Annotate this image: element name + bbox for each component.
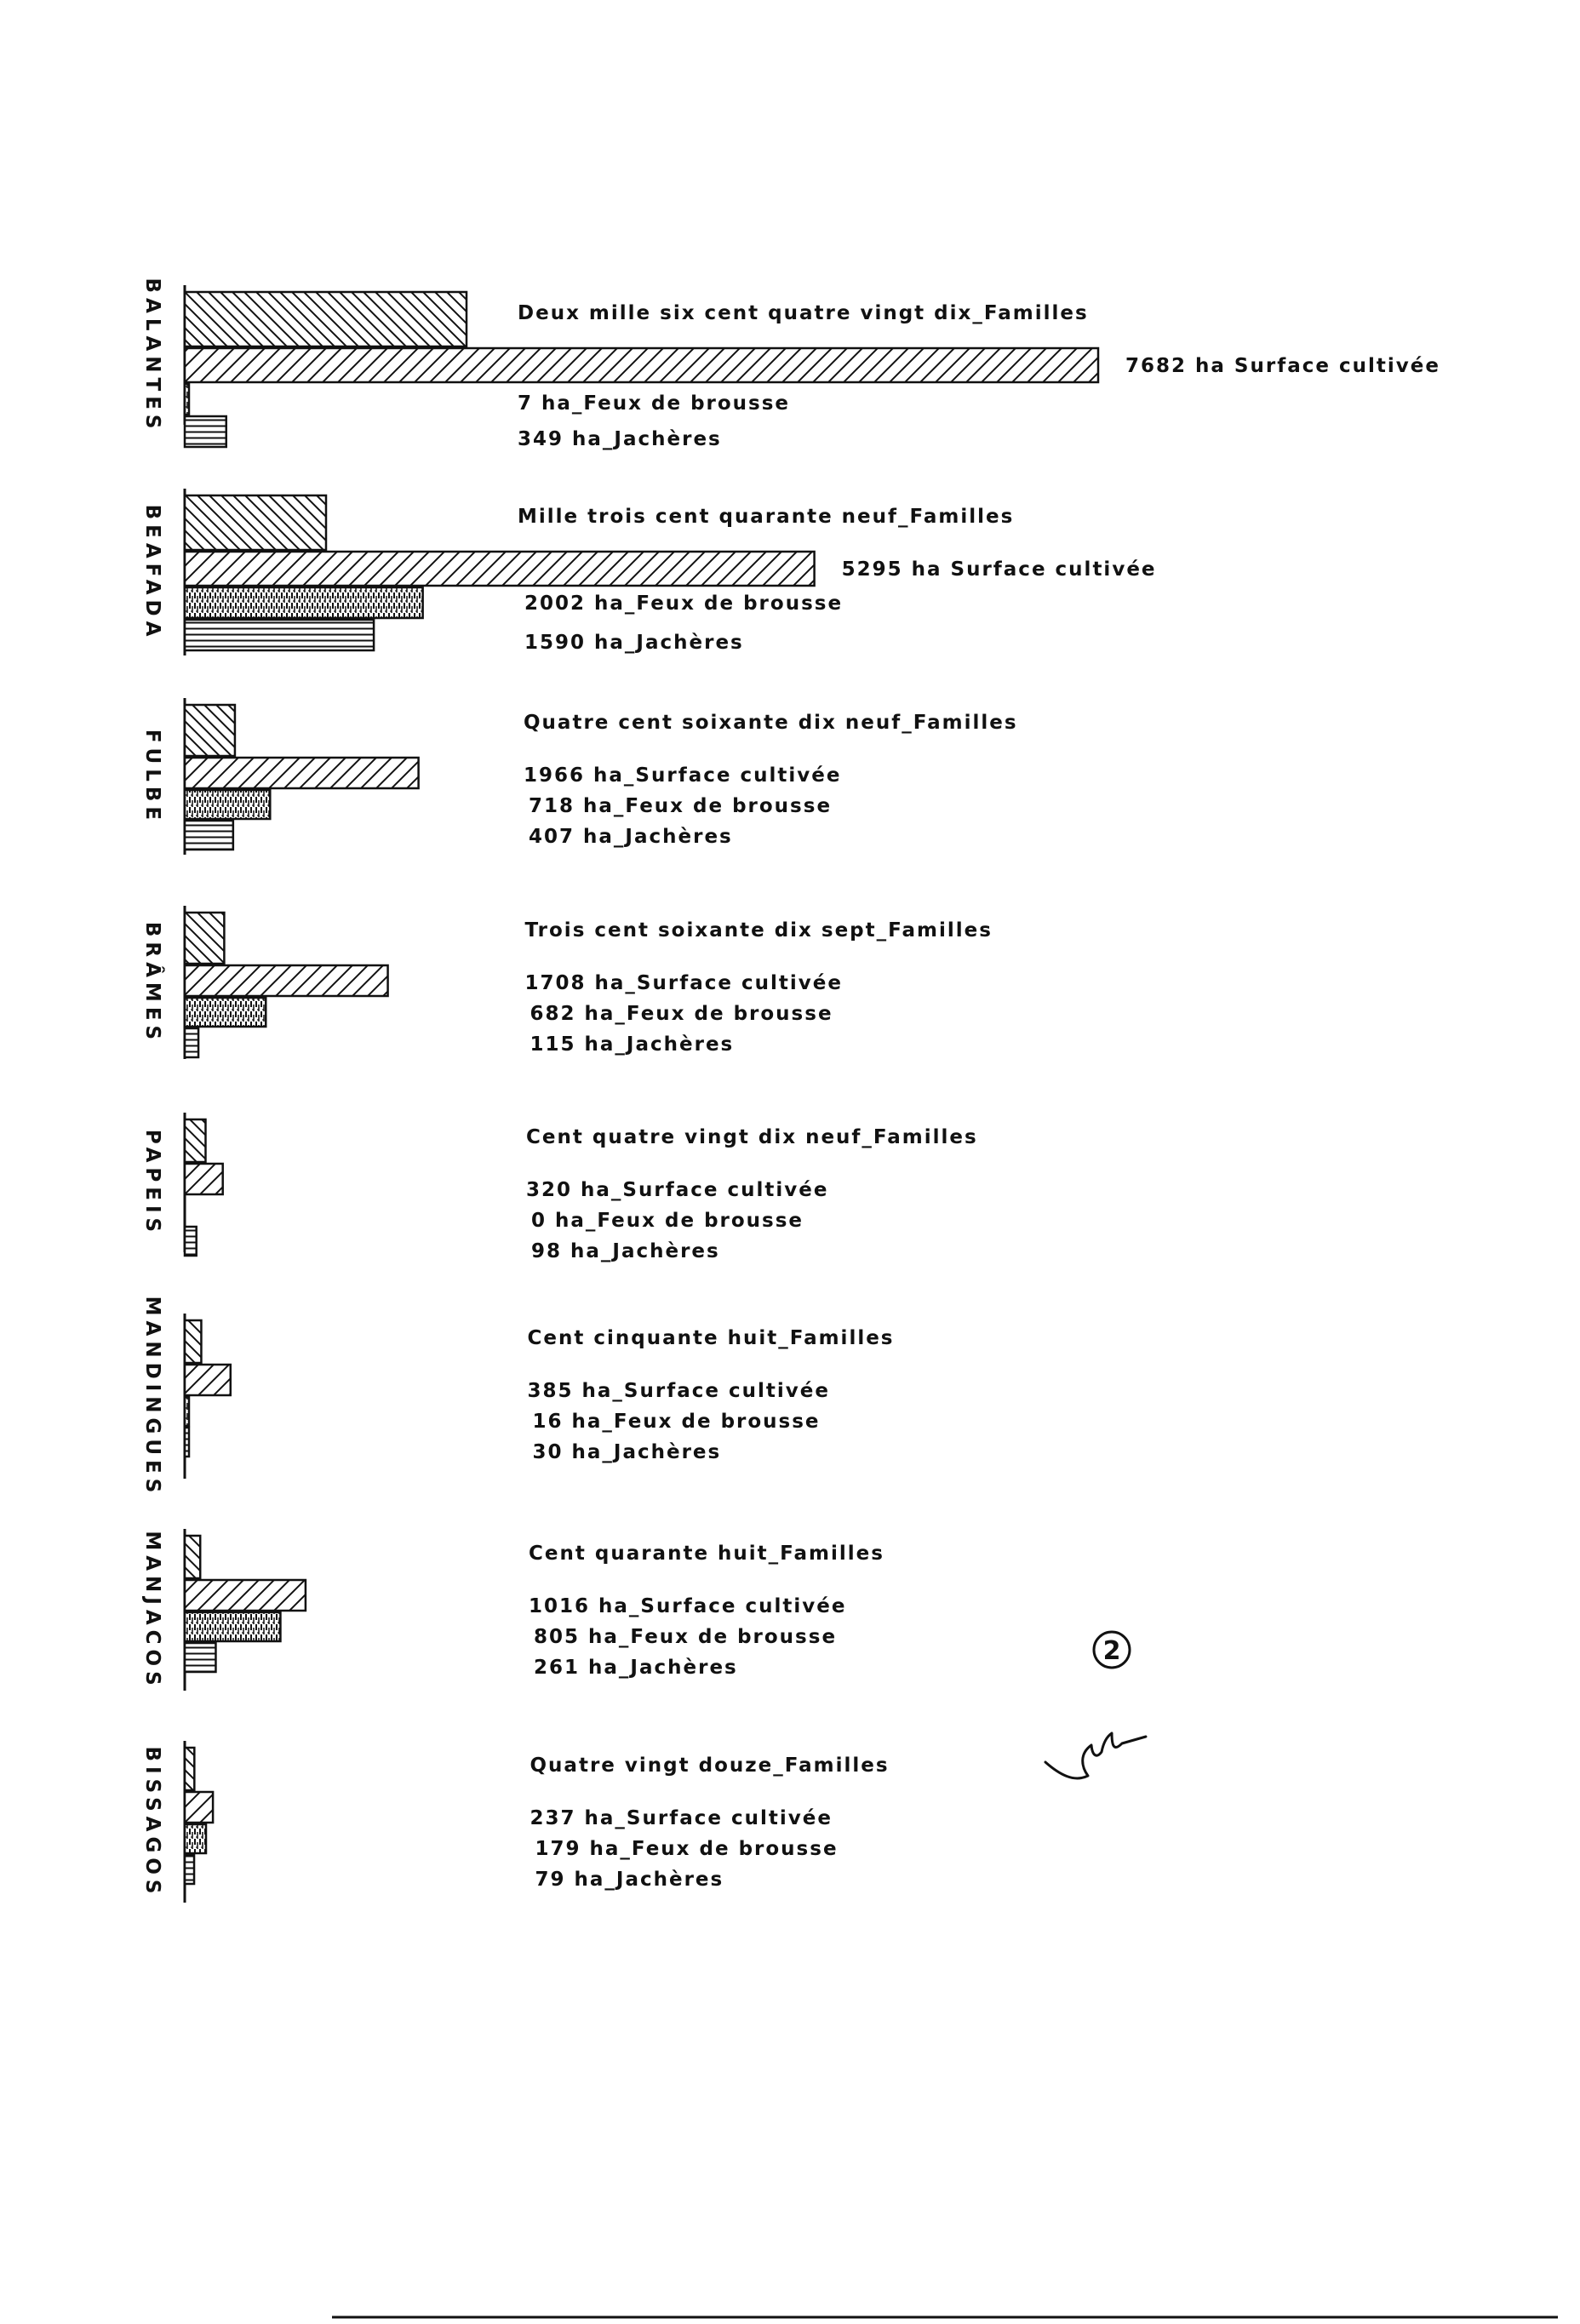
feux-label: 805 ha_Feux de brousse (534, 1626, 838, 1648)
familles-bar (185, 292, 467, 346)
surface-bar (185, 348, 1098, 382)
surface-label: 385 ha_Surface cultivée (527, 1380, 830, 1402)
surface-bar (185, 1792, 213, 1823)
jacheres-bar (185, 1428, 189, 1457)
page-number-mark (1094, 1632, 1130, 1668)
jacheres-label: 98 ha_Jachères (531, 1240, 720, 1262)
jacheres-bar (185, 1643, 215, 1672)
familles-label: Cent quatre vingt dix neuf_Familles (526, 1126, 978, 1148)
feux-bar (185, 1612, 280, 1641)
familles-label: Quatre vingt douze_Familles (530, 1754, 890, 1777)
group-name: FULBE (141, 729, 163, 826)
group-bissagos (141, 1741, 890, 1903)
jacheres-label: 30 ha_Jachères (532, 1441, 722, 1463)
group-name: PAPEIS (141, 1129, 163, 1238)
jacheres-bar (185, 1028, 198, 1057)
familles-bar (185, 913, 224, 964)
jacheres-label: 349 ha_Jachères (518, 428, 722, 450)
feux-bar (185, 1397, 189, 1426)
group-name: MANDINGUES (141, 1296, 163, 1498)
group-balantes (141, 278, 1440, 450)
jacheres-label: 79 ha_Jachères (535, 1869, 724, 1891)
familles-bar (185, 1320, 201, 1363)
feux-label: 682 ha_Feux de brousse (530, 1003, 833, 1025)
familles-bar (185, 1536, 200, 1578)
jacheres-label: 407 ha_Jachères (529, 826, 733, 848)
surface-bar (185, 965, 388, 996)
surface-bar (185, 1580, 306, 1611)
jacheres-bar (185, 1855, 194, 1884)
feux-label: 7 ha_Feux de brousse (518, 392, 791, 415)
surface-bar (185, 1164, 223, 1194)
familles-bar (185, 495, 326, 550)
familles-bar (185, 1748, 194, 1790)
familles-label: Mille trois cent quarante neuf_Familles (518, 506, 1015, 528)
feux-bar (185, 1824, 206, 1853)
jacheres-bar (185, 821, 233, 850)
group-mandingues (141, 1297, 895, 1498)
feux-label: 2002 ha_Feux de brousse (524, 592, 844, 615)
surface-label: 320 ha_Surface cultivée (526, 1179, 829, 1201)
surface-label: 5295 ha Surface cultivée (841, 558, 1157, 581)
feux-label: 16 ha_Feux de brousse (532, 1411, 821, 1433)
handwritten-initials (1045, 1733, 1146, 1778)
familles-label: Trois cent soixante dix sept_Familles (524, 919, 993, 942)
feux-bar (185, 384, 189, 415)
feux-bar (185, 587, 423, 618)
feux-label: 179 ha_Feux de brousse (535, 1838, 839, 1860)
familles-bar (185, 1119, 205, 1162)
jacheres-bar (185, 620, 374, 650)
jacheres-bar (185, 1227, 197, 1256)
jacheres-bar (185, 416, 226, 447)
surface-label: 1966 ha_Surface cultivée (524, 764, 842, 787)
familles-label: Deux mille six cent quatre vingt dix_Familles (518, 302, 1089, 324)
group-name: BISSAGOS (141, 1746, 163, 1899)
jacheres-label: 261 ha_Jachères (534, 1657, 738, 1679)
group-name: BALANTES (141, 278, 163, 434)
surface-label: 1016 ha_Surface cultivée (529, 1595, 847, 1617)
group-name: BRÂMES (141, 921, 163, 1045)
group-name: MANJACOS (141, 1531, 163, 1691)
familles-label: Cent cinquante huit_Familles (527, 1327, 895, 1349)
surface-bar (185, 758, 419, 788)
jacheres-label: 1590 ha_Jachères (524, 632, 744, 654)
group-beafada (141, 489, 1157, 655)
feux-bar (185, 790, 270, 819)
surface-label: 7682 ha Surface cultivée (1125, 355, 1440, 377)
jacheres-label: 115 ha_Jachères (530, 1033, 735, 1056)
group-manjacos (141, 1529, 884, 1691)
familles-bar (185, 705, 235, 756)
familles-label: Cent quarante huit_Familles (529, 1543, 884, 1565)
feux-label: 0 ha_Feux de brousse (531, 1210, 804, 1232)
group-name: BEAFADA (141, 504, 163, 642)
group-papeis (141, 1113, 978, 1262)
page-number-text: 2 (1102, 1636, 1121, 1666)
familles-label: Quatre cent soixante dix neuf_Familles (524, 712, 1018, 734)
feux-bar (185, 998, 266, 1027)
surface-bar (185, 1365, 231, 1395)
surface-bar (185, 552, 815, 586)
feux-label: 718 ha_Feux de brousse (529, 795, 833, 817)
group-fulbe (141, 698, 1018, 855)
surface-label: 237 ha_Surface cultivée (530, 1807, 833, 1829)
group-brâmes (141, 906, 993, 1059)
surface-label: 1708 ha_Surface cultivée (524, 972, 843, 994)
